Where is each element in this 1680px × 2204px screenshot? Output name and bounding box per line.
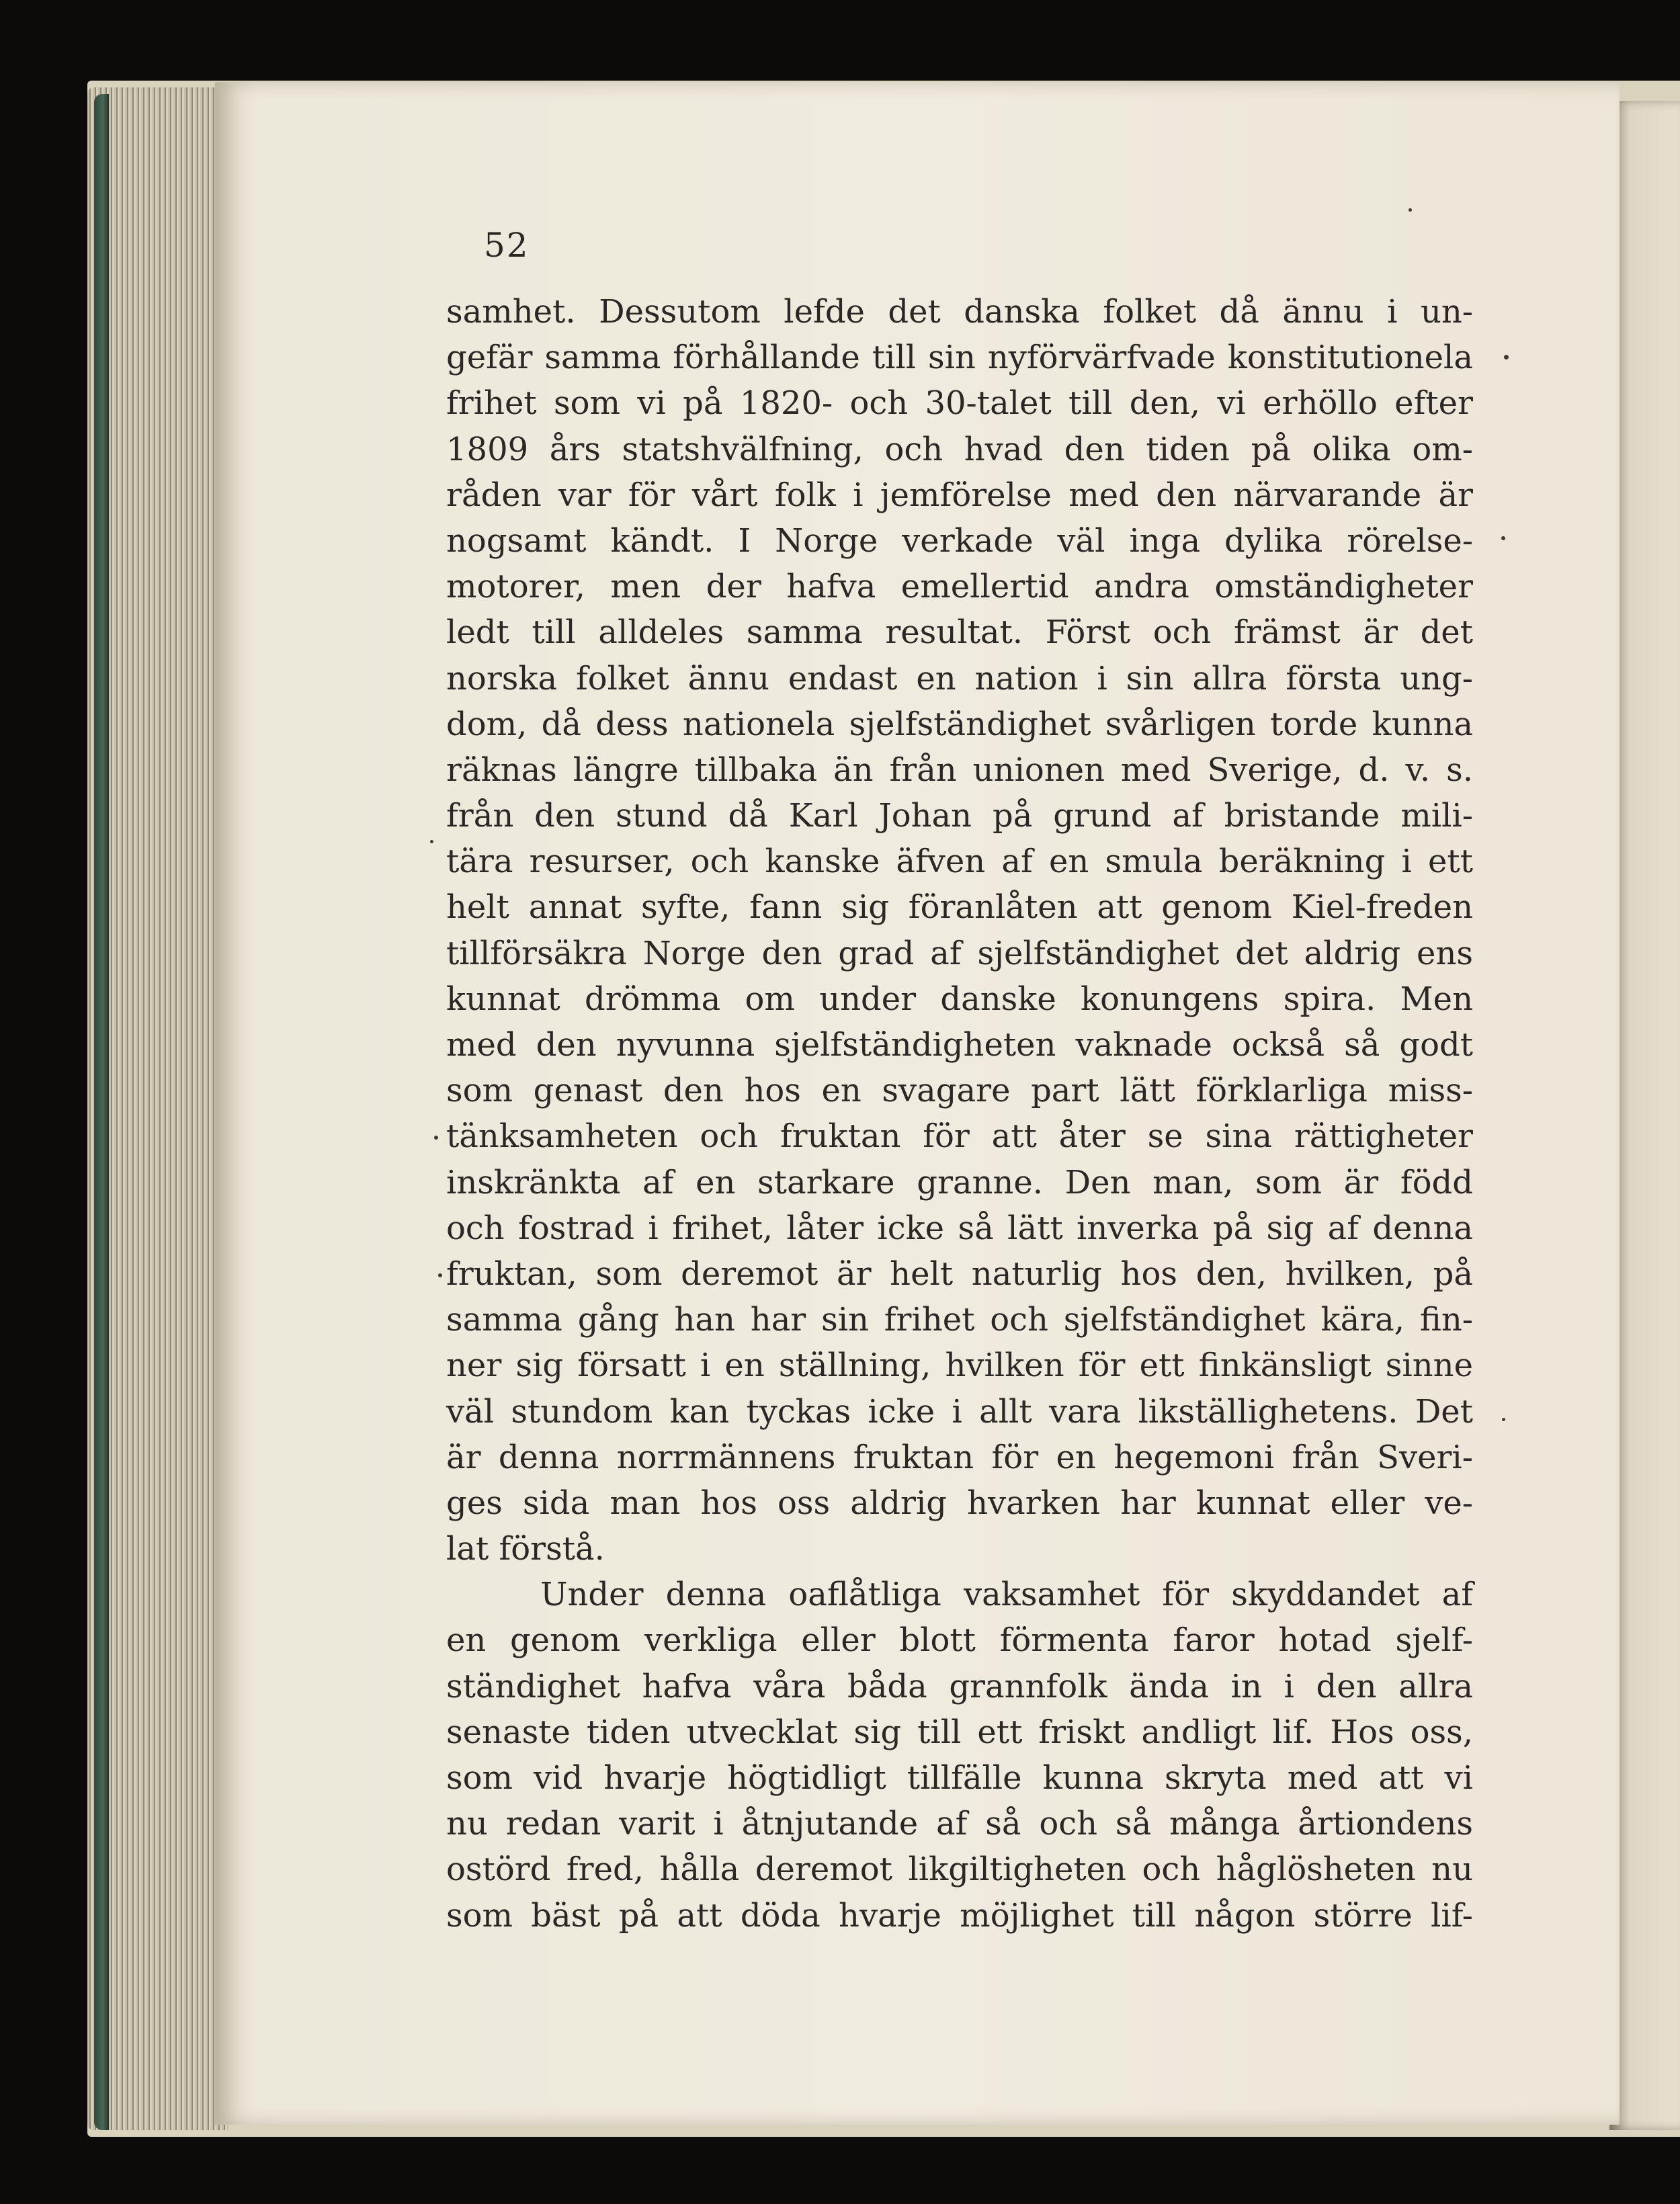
text-line: ner sig försatt i en ställning, hvilken för ett finkänsligt sinne [446,1347,1473,1385]
text-line: räknas längre tillbaka än från unionen med Sverige, d. v. s. [446,751,1473,789]
text-line: med den nyvunna sjelfständigheten vaknade också så godt [446,1026,1473,1064]
text-line: tära resurser, och kanske äfven af en smula beräkning i ett [446,843,1473,881]
page-speck [434,1136,438,1140]
text-line: dom, då dess nationela sjelfständighet svårligen torde kunna [446,705,1473,743]
text-line: nu redan varit i åtnjutande af så och så många årtiondens [446,1805,1473,1843]
text-line: råden var för vårt folk i jemförelse med den närvarande är [446,476,1473,514]
text-line: norska folket ännu endast en nation i sin allra första ung- [446,659,1473,697]
page-speck [1504,355,1509,359]
next-page-edge [1609,101,1680,2130]
text-line: motorer, men der hafva emellertid andra omständigheter [446,568,1473,606]
body-text [446,289,1473,1939]
page-speck [1409,208,1412,212]
text-line: Under denna oaflåtliga vaksamhet för skyddandet af [540,1576,1473,1614]
text-line: fruktan, som deremot är helt naturlig hos den, hvilken, på [446,1255,1473,1293]
text-line: ges sida man hos oss aldrig hvarken har kunnat eller ve- [446,1484,1473,1522]
text-line: 1809 års statshvälfning, och hvad den tiden på olika om- [446,430,1473,468]
text-line: ständighet hafva våra båda grannfolk ända in i den allra [446,1667,1473,1705]
text-line: från den stund då Karl Johan på grund af bristande mili- [446,797,1473,835]
text-line: som genast den hos en svagare part lätt förklarliga miss- [446,1072,1473,1110]
text-line: lat förstå. [446,1530,605,1568]
text-line: inskränkta af en starkare granne. Den man, som är född [446,1163,1473,1201]
text-line: kunnat drömma om under danske konungens spira. Men [446,980,1473,1018]
text-line: helt annat syfte, fann sig föranlåten att genom Kiel-freden [446,888,1473,927]
text-line: ledt till alldeles samma resultat. Först och främst är det [446,613,1473,652]
text-line: och fostrad i frihet, låter icke så lätt inverka på sig af denna [446,1209,1473,1247]
text-line: som bäst på att döda hvarje möjlighet till någon större lif- [446,1896,1473,1935]
text-line: samhet. Dessutom lefde det danska folket då ännu i un- [446,293,1473,331]
text-line: frihet som vi på 1820- och 30-talet till den, vi erhöllo efter [446,384,1473,423]
text-line: tänksamheten och fruktan för att åter se sina rättigheter [446,1117,1473,1156]
page-number: 52 [484,226,530,265]
text-line: gefär samma förhållande till sin nyförvärfvade konstitutionela [446,339,1473,377]
page-speck [1502,1418,1505,1421]
text-line: samma gång han har sin frihet och sjelfständighet kära, fin- [446,1301,1473,1339]
text-line: väl stundom kan tyckas icke i allt vara likställighetens. Det [446,1392,1473,1431]
page-speck [430,840,433,843]
text-line: är denna norrmännens fruktan för en hegemoni från Sveri- [446,1438,1473,1476]
text-line: en genom verkliga eller blott förmenta faror hotad sjelf- [446,1621,1473,1660]
page-speck [1501,536,1505,540]
text-line: som vid hvarje högtidligt tillfälle kunna skryta med att vi [446,1759,1473,1797]
text-line: senaste tiden utvecklat sig till ett friskt andligt lif. Hos oss, [446,1713,1473,1751]
text-line: nogsamt kändt. I Norge verkade väl inga dylika rörelse- [446,521,1473,560]
page-speck [438,1273,442,1277]
cover-edge [94,94,109,2130]
text-line: ostörd fred, hålla deremot likgiltigheten och håglösheten nu [446,1851,1473,1889]
text-line: tillförsäkra Norge den grad af sjelfständighet det aldrig ens [446,934,1473,972]
